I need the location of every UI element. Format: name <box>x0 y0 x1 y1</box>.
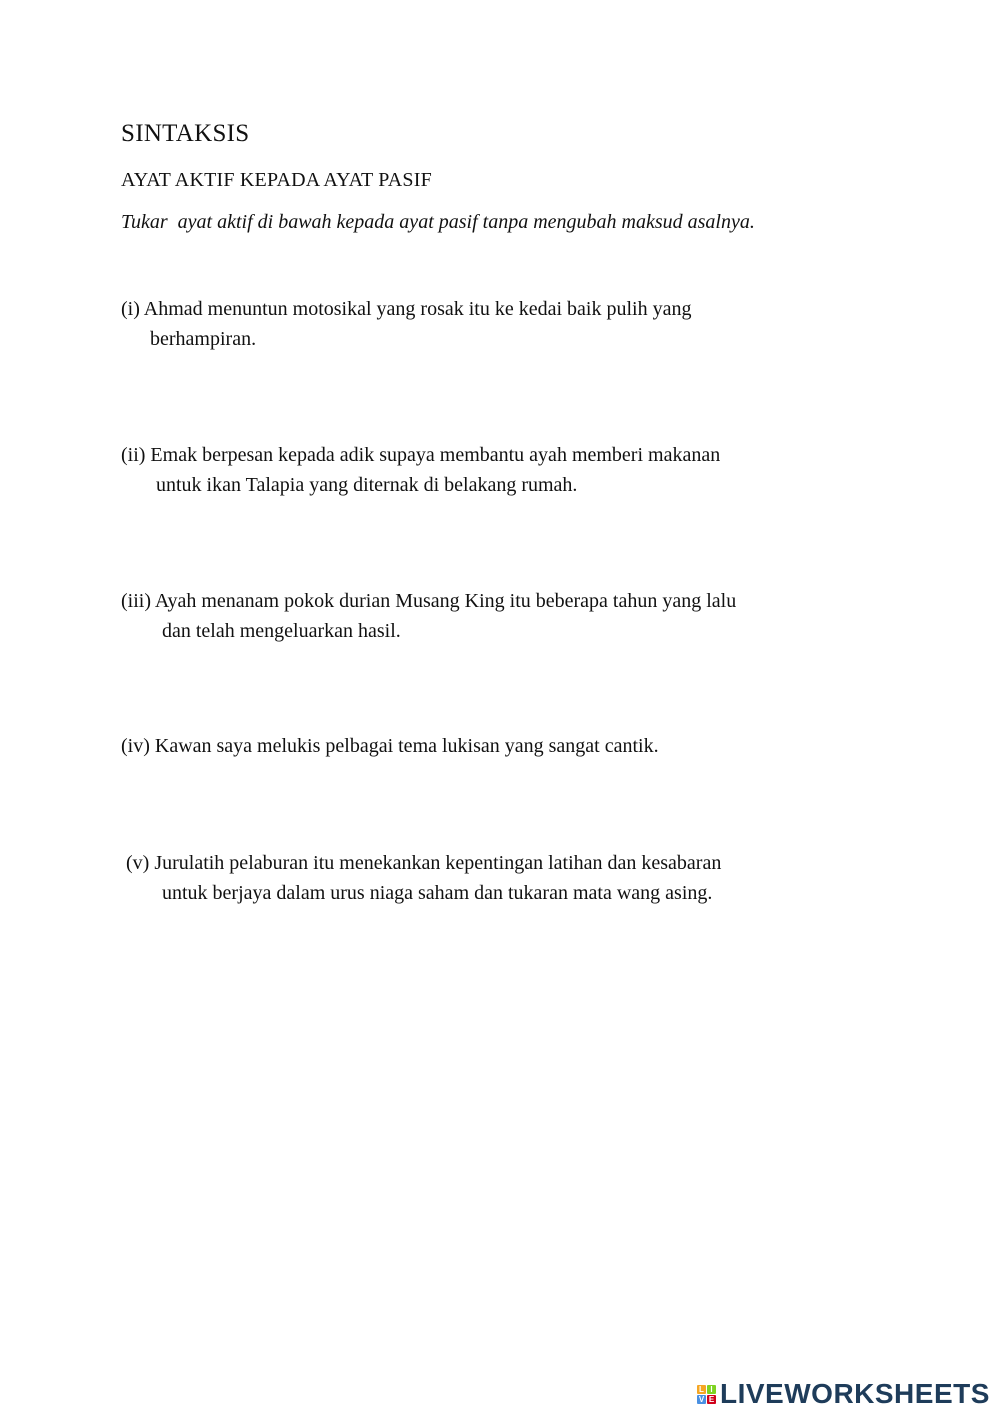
brand-name: LIVEWORKSHEETS <box>720 1378 990 1409</box>
question-1-line-1: (i) Ahmad menuntun motosikal yang rosak itu ke kedai baik pulih yang <box>121 298 692 320</box>
question-2-line-2: untuk ikan Talapia yang diternak di belakang rumah. <box>156 474 578 496</box>
question-4-line-1: (iv) Kawan saya melukis pelbagai tema lukisan yang sangat cantik. <box>121 735 659 757</box>
instruction-text: Tukar ayat aktif di bawah kepada ayat pasif tanpa mengubah maksud asalnya. <box>121 211 755 233</box>
question-2-line-1: (ii) Emak berpesan kepada adik supaya membantu ayah memberi makanan <box>121 444 721 466</box>
question-2 <box>121 440 881 500</box>
page-title: SINTAKSIS <box>121 120 250 147</box>
liveworksheets-logo-icon: L I V E <box>698 1384 715 1404</box>
question-5 <box>121 848 881 908</box>
liveworksheets-logo <box>697 1378 990 1410</box>
question-1-line-2: berhampiran. <box>150 328 257 350</box>
question-5-line-1: (v) Jurulatih pelaburan itu menekankan kepentingan latihan dan kesabaran <box>121 852 722 874</box>
question-4 <box>121 731 881 761</box>
page-subtitle: AYAT AKTIF KEPADA AYAT PASIF <box>121 169 432 191</box>
question-5-line-2: untuk berjaya dalam urus niaga saham dan tukaran mata wang asing. <box>162 882 713 904</box>
question-3-line-2: dan telah mengeluarkan hasil. <box>162 620 401 642</box>
question-1 <box>121 294 881 354</box>
question-3 <box>121 586 881 646</box>
question-3-line-1: (iii) Ayah menanam pokok durian Musang King itu beberapa tahun yang lalu <box>121 590 737 612</box>
